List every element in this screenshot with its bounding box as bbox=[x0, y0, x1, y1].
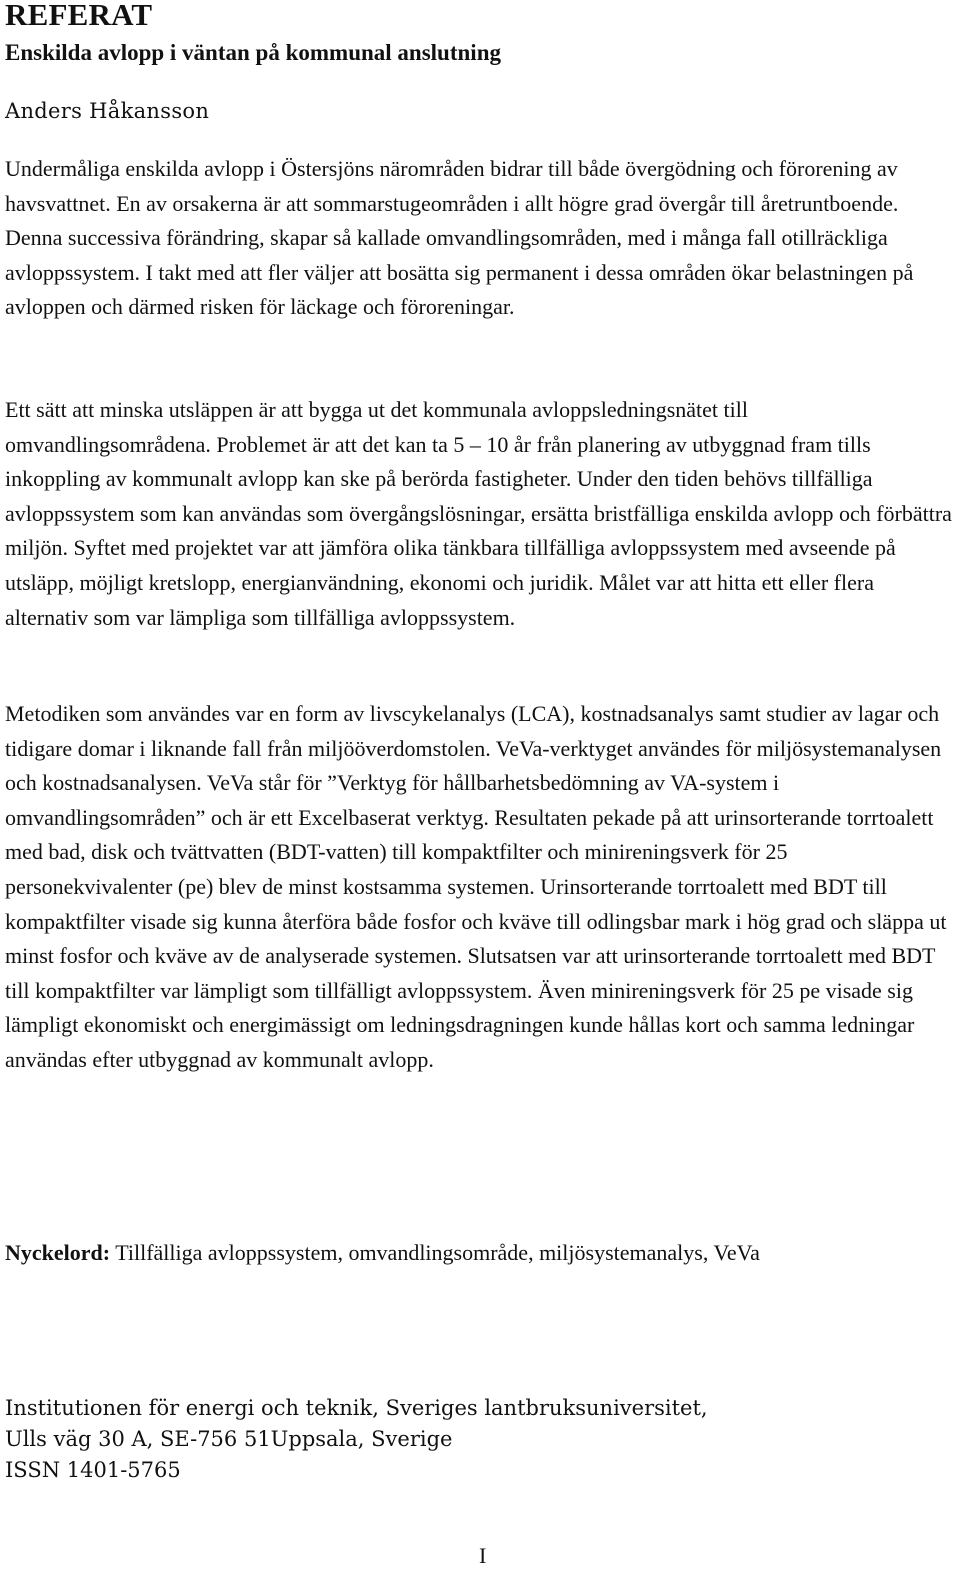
section-heading: REFERAT bbox=[5, 0, 153, 32]
keywords-line bbox=[5, 1237, 760, 1269]
affiliation-block bbox=[5, 1393, 708, 1486]
keywords-text: Tillfälliga avloppssystem, omvandlingsområde, miljösystemanalys, VeVa bbox=[110, 1240, 760, 1265]
affiliation-institution: Institutionen för energi och teknik, Sveriges lantbruksuniversitet, bbox=[5, 1396, 708, 1420]
abstract-paragraph-2: Ett sätt att minska utsläppen är att bygga ut det kommunala avloppsledningsnätet till omvandlingsområdena. Problemet är att det kan ta 5 – 10 år från planering av utbyggnad fram tills inkoppling av kommunalt avlopp kan ske på berörda fastigheter. Under den tiden behövs tillfälliga avloppssystem som kan användas som övergångslösningar, ersätta bristfälliga enskilda avlopp och förbättra miljön. Syftet med projektet var att jämföra olika tänkbara tillfälliga avloppssystem med avseende på utsläpp, möjligt kretslopp, energianvändning, ekonomi och juridik. Målet var att hitta ett eller flera alternativ som var lämpliga som tillfälliga avloppssystem. bbox=[5, 397, 952, 630]
abstract-paragraph-3: Metodiken som användes var en form av livscykelanalys (LCA), kostnadsanalys samt studier av lagar och tidigare domar i liknande fall från miljööverdomstolen. VeVa-verktyget användes för miljösystemanalysen och kostnadsanalysen. VeVa står för ”Verktyg för hållbarhetsbedömning av VA-system i omvandlingsområden” och är ett Excelbaserat verktyg. Resultaten pekade på att urinsorterande torrtoalett med bad, disk och tvättvatten (BDT-vatten) till kompaktfilter och minireningsverk för 25 personekvivalenter (pe) blev de minst kostsamma systemen. Urinsorterande torrtoalett med BDT till kompaktfilter visade sig kunna återföra både fosfor och kväve till odlingsbar mark i hög grad och släppa ut minst fosfor och kväve av de analyserade systemen. Slutsatsen var att urinsorterande torrtoalett med BDT till kompaktfilter var lämpligt som tillfälligt avloppssystem. Även minireningsverk för 25 pe visade sig lämpligt ekonomiskt och energimässigt om ledningsdragningen kunde hållas kort och samma ledningar användas efter utbyggnad av kommunalt avlopp. bbox=[5, 701, 947, 1072]
keywords-label: Nyckelord: bbox=[5, 1240, 111, 1265]
abstract-paragraph-1: Undermåliga enskilda avlopp i Östersjöns närområden bidrar till både övergödning och förorening av havsvattnet. En av orsakerna är att sommarstugeområden i allt högre grad övergår till åretruntboende. Denna successiva förändring, skapar så kallade omvandlingsområden, med i många fall otillräckliga avloppssystem. I takt med att fler väljer att bosätta sig permanent i dessa områden ökar belastningen på avloppen och därmed risken för läckage och föroreningar. bbox=[5, 156, 914, 320]
page-number: I bbox=[479, 1543, 487, 1568]
affiliation-address: Ulls väg 30 A, SE-756 51Uppsala, Sverige bbox=[5, 1427, 453, 1451]
affiliation-issn: ISSN 1401-5765 bbox=[5, 1458, 181, 1482]
author-name: Anders Håkansson bbox=[5, 99, 210, 123]
document-title: Enskilda avlopp i väntan på kommunal anslutning bbox=[5, 40, 501, 65]
